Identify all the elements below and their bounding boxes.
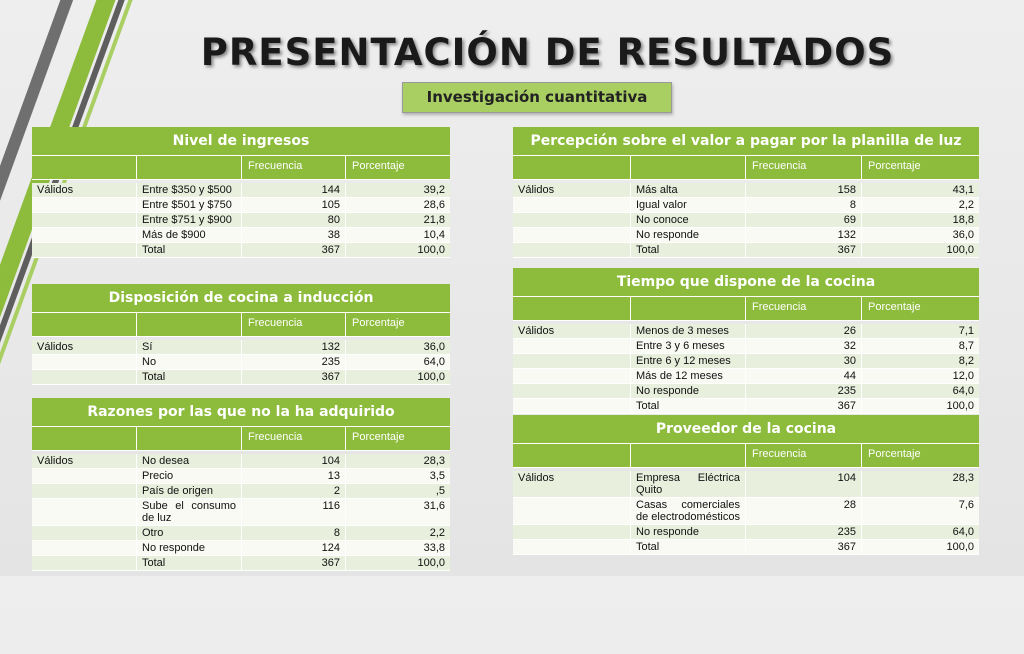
table-row <box>513 399 979 414</box>
column-header-porcentaje: Porcentaje <box>868 301 921 313</box>
category-cell: Entre 6 y 12 meses <box>631 354 746 368</box>
row-group-cell: Válidos <box>32 183 137 197</box>
table-row <box>32 556 450 571</box>
table-row <box>32 183 450 198</box>
category-cell: Sube el consumo de luz <box>137 499 242 525</box>
row-group-cell <box>32 198 137 212</box>
table-title: Percepción sobre el valor a pagar por la planilla de luz <box>513 127 979 156</box>
table-row <box>32 484 450 499</box>
frecuencia-cell: 235 <box>746 384 862 398</box>
row-group-cell: Válidos <box>32 454 137 468</box>
table-nivel-de-ingresos <box>32 127 450 258</box>
table-title: Nivel de ingresos <box>32 127 450 156</box>
table-title: Proveedor de la cocina <box>513 415 979 444</box>
column-header-row <box>32 427 450 451</box>
column-header-frecuencia: Frecuencia <box>242 156 346 179</box>
table-title: Razones por las que no la ha adquirido <box>32 398 450 427</box>
frecuencia-cell: 30 <box>746 354 862 368</box>
frecuencia-cell: 367 <box>746 540 862 554</box>
frecuencia-cell: 8 <box>746 198 862 212</box>
porcentaje-cell: 100,0 <box>946 244 974 256</box>
frecuencia-cell: 132 <box>242 340 346 354</box>
row-group-cell <box>513 384 631 398</box>
column-header-porcentaje: Porcentaje <box>352 317 405 329</box>
row-group-cell <box>32 526 137 540</box>
table-row <box>32 228 450 243</box>
frecuencia-cell: 28 <box>746 498 862 524</box>
column-header-frecuencia: Frecuencia <box>746 156 862 179</box>
table-row <box>513 471 979 498</box>
table-percepcion-valor-planilla <box>513 127 979 258</box>
porcentaje-cell: 28,3 <box>423 455 445 467</box>
column-header-row <box>513 156 979 180</box>
row-group-cell <box>32 243 137 257</box>
frecuencia-cell: 69 <box>746 213 862 227</box>
category-cell: Casas comerciales de electrodomésticos <box>631 498 746 524</box>
table-row <box>513 525 979 540</box>
porcentaje-cell: 100,0 <box>417 371 445 383</box>
frecuencia-cell: 367 <box>242 243 346 257</box>
porcentaje-cell: 8,7 <box>958 340 974 352</box>
table-row <box>513 198 979 213</box>
porcentaje-cell: 28,6 <box>423 199 445 211</box>
porcentaje-cell: 7,6 <box>958 499 974 511</box>
row-group-cell <box>32 213 137 227</box>
row-group-cell <box>513 243 631 257</box>
column-header-row <box>513 444 979 468</box>
row-group-cell <box>513 339 631 353</box>
table-row <box>32 499 450 526</box>
frecuencia-cell: 38 <box>242 228 346 242</box>
porcentaje-cell: 43,1 <box>952 184 974 196</box>
column-header-row <box>32 156 450 180</box>
row-group-cell: Válidos <box>513 471 631 497</box>
category-cell: No conoce <box>631 213 746 227</box>
frecuencia-cell: 2 <box>242 484 346 498</box>
porcentaje-cell: 100,0 <box>417 244 445 256</box>
porcentaje-cell: 2,2 <box>958 199 974 211</box>
table-row <box>513 354 979 369</box>
table-row <box>513 228 979 243</box>
frecuencia-cell: 158 <box>746 183 862 197</box>
porcentaje-cell: 64,0 <box>952 526 974 538</box>
row-group-cell <box>513 525 631 539</box>
table-row <box>32 340 450 355</box>
porcentaje-cell: ,5 <box>435 485 445 497</box>
row-group-cell <box>32 355 137 369</box>
row-group-cell <box>513 198 631 212</box>
table-row <box>513 339 979 354</box>
porcentaje-cell: 7,1 <box>958 325 974 337</box>
frecuencia-cell: 44 <box>746 369 862 383</box>
porcentaje-cell: 64,0 <box>952 385 974 397</box>
row-group-cell <box>32 370 137 384</box>
column-header-porcentaje: Porcentaje <box>868 160 921 172</box>
category-cell: No desea <box>137 454 242 468</box>
column-header-frecuencia: Frecuencia <box>242 427 346 450</box>
page-title: PRESENTACIÓN DE RESULTADOS <box>200 31 895 74</box>
porcentaje-cell: 2,2 <box>429 527 445 539</box>
row-group-cell <box>32 228 137 242</box>
category-cell: Total <box>137 243 242 257</box>
frecuencia-cell: 124 <box>242 541 346 555</box>
table-row <box>513 243 979 258</box>
category-cell: Total <box>137 370 242 384</box>
porcentaje-cell: 3,5 <box>429 470 445 482</box>
frecuencia-cell: 13 <box>242 469 346 483</box>
row-group-cell <box>513 213 631 227</box>
category-cell: Total <box>631 399 746 413</box>
table-row <box>513 384 979 399</box>
row-group-cell <box>513 399 631 413</box>
porcentaje-cell: 39,2 <box>423 184 445 196</box>
frecuencia-cell: 367 <box>242 370 346 384</box>
table-row <box>513 540 979 555</box>
frecuencia-cell: 8 <box>242 526 346 540</box>
table-row <box>513 324 979 339</box>
porcentaje-cell: 18,8 <box>952 214 974 226</box>
row-group-cell <box>32 469 137 483</box>
row-group-cell <box>513 498 631 524</box>
porcentaje-cell: 21,8 <box>423 214 445 226</box>
column-header-frecuencia: Frecuencia <box>746 297 862 320</box>
row-group-cell <box>32 484 137 498</box>
column-header-porcentaje: Porcentaje <box>352 160 405 172</box>
porcentaje-cell: 36,0 <box>952 229 974 241</box>
category-cell: No responde <box>631 525 746 539</box>
frecuencia-cell: 367 <box>242 556 346 570</box>
frecuencia-cell: 367 <box>746 399 862 413</box>
category-cell: Entre $501 y $750 <box>137 198 242 212</box>
table-title: Disposición de cocina a inducción <box>32 284 450 313</box>
row-group-cell <box>513 369 631 383</box>
column-header-row <box>513 297 979 321</box>
table-disposicion-cocina-induccion <box>32 284 450 385</box>
table-row <box>32 355 450 370</box>
category-cell: Igual valor <box>631 198 746 212</box>
porcentaje-cell: 36,0 <box>423 341 445 353</box>
column-header-frecuencia: Frecuencia <box>242 313 346 336</box>
porcentaje-cell: 8,2 <box>958 355 974 367</box>
category-cell: Más de 12 meses <box>631 369 746 383</box>
category-cell: Entre $751 y $900 <box>137 213 242 227</box>
table-row <box>32 198 450 213</box>
porcentaje-cell: 12,0 <box>952 370 974 382</box>
frecuencia-cell: 80 <box>242 213 346 227</box>
frecuencia-cell: 235 <box>242 355 346 369</box>
porcentaje-cell: 28,3 <box>952 472 974 484</box>
row-group-cell: Válidos <box>513 324 631 338</box>
frecuencia-cell: 367 <box>746 243 862 257</box>
column-header-frecuencia: Frecuencia <box>746 444 862 467</box>
column-header-porcentaje: Porcentaje <box>868 448 921 460</box>
category-cell: Empresa Eléctrica Quito <box>631 471 746 497</box>
row-group-cell <box>32 499 137 525</box>
table-row <box>513 183 979 198</box>
frecuencia-cell: 104 <box>746 471 862 497</box>
category-cell: Más alta <box>631 183 746 197</box>
category-cell: Sí <box>137 340 242 354</box>
row-group-cell <box>513 228 631 242</box>
subtitle-badge: Investigación cuantitativa <box>402 82 672 113</box>
porcentaje-cell: 33,8 <box>423 542 445 554</box>
table-row <box>32 541 450 556</box>
table-row <box>513 213 979 228</box>
category-cell: Total <box>631 540 746 554</box>
porcentaje-cell: 100,0 <box>946 400 974 412</box>
porcentaje-cell: 31,6 <box>423 500 445 512</box>
frecuencia-cell: 26 <box>746 324 862 338</box>
table-row <box>32 526 450 541</box>
table-row <box>513 498 979 525</box>
category-cell: Otro <box>137 526 242 540</box>
table-row <box>513 369 979 384</box>
porcentaje-cell: 100,0 <box>417 557 445 569</box>
category-cell: No responde <box>631 228 746 242</box>
table-row <box>32 213 450 228</box>
column-header-row <box>32 313 450 337</box>
frecuencia-cell: 235 <box>746 525 862 539</box>
row-group-cell <box>32 556 137 570</box>
porcentaje-cell: 64,0 <box>423 356 445 368</box>
table-proveedor-cocina <box>513 415 979 555</box>
table-row <box>32 469 450 484</box>
table-row <box>32 454 450 469</box>
category-cell: Precio <box>137 469 242 483</box>
porcentaje-cell: 10,4 <box>423 229 445 241</box>
frecuencia-cell: 144 <box>242 183 346 197</box>
table-row <box>32 370 450 385</box>
frecuencia-cell: 104 <box>242 454 346 468</box>
porcentaje-cell: 100,0 <box>946 541 974 553</box>
category-cell: No responde <box>137 541 242 555</box>
category-cell: Entre $350 y $500 <box>137 183 242 197</box>
frecuencia-cell: 32 <box>746 339 862 353</box>
row-group-cell <box>513 354 631 368</box>
category-cell: Más de $900 <box>137 228 242 242</box>
category-cell: País de origen <box>137 484 242 498</box>
table-razones-no-adquirido <box>32 398 450 571</box>
frecuencia-cell: 105 <box>242 198 346 212</box>
column-header-porcentaje: Porcentaje <box>352 431 405 443</box>
category-cell: No <box>137 355 242 369</box>
category-cell: Total <box>631 243 746 257</box>
row-group-cell <box>513 540 631 554</box>
row-group-cell: Válidos <box>32 340 137 354</box>
table-row <box>32 243 450 258</box>
category-cell: Menos de 3 meses <box>631 324 746 338</box>
table-tiempo-dispone-cocina <box>513 268 979 414</box>
frecuencia-cell: 132 <box>746 228 862 242</box>
row-group-cell <box>32 541 137 555</box>
category-cell: Entre 3 y 6 meses <box>631 339 746 353</box>
table-title: Tiempo que dispone de la cocina <box>513 268 979 297</box>
category-cell: Total <box>137 556 242 570</box>
frecuencia-cell: 116 <box>242 499 346 525</box>
category-cell: No responde <box>631 384 746 398</box>
row-group-cell: Válidos <box>513 183 631 197</box>
